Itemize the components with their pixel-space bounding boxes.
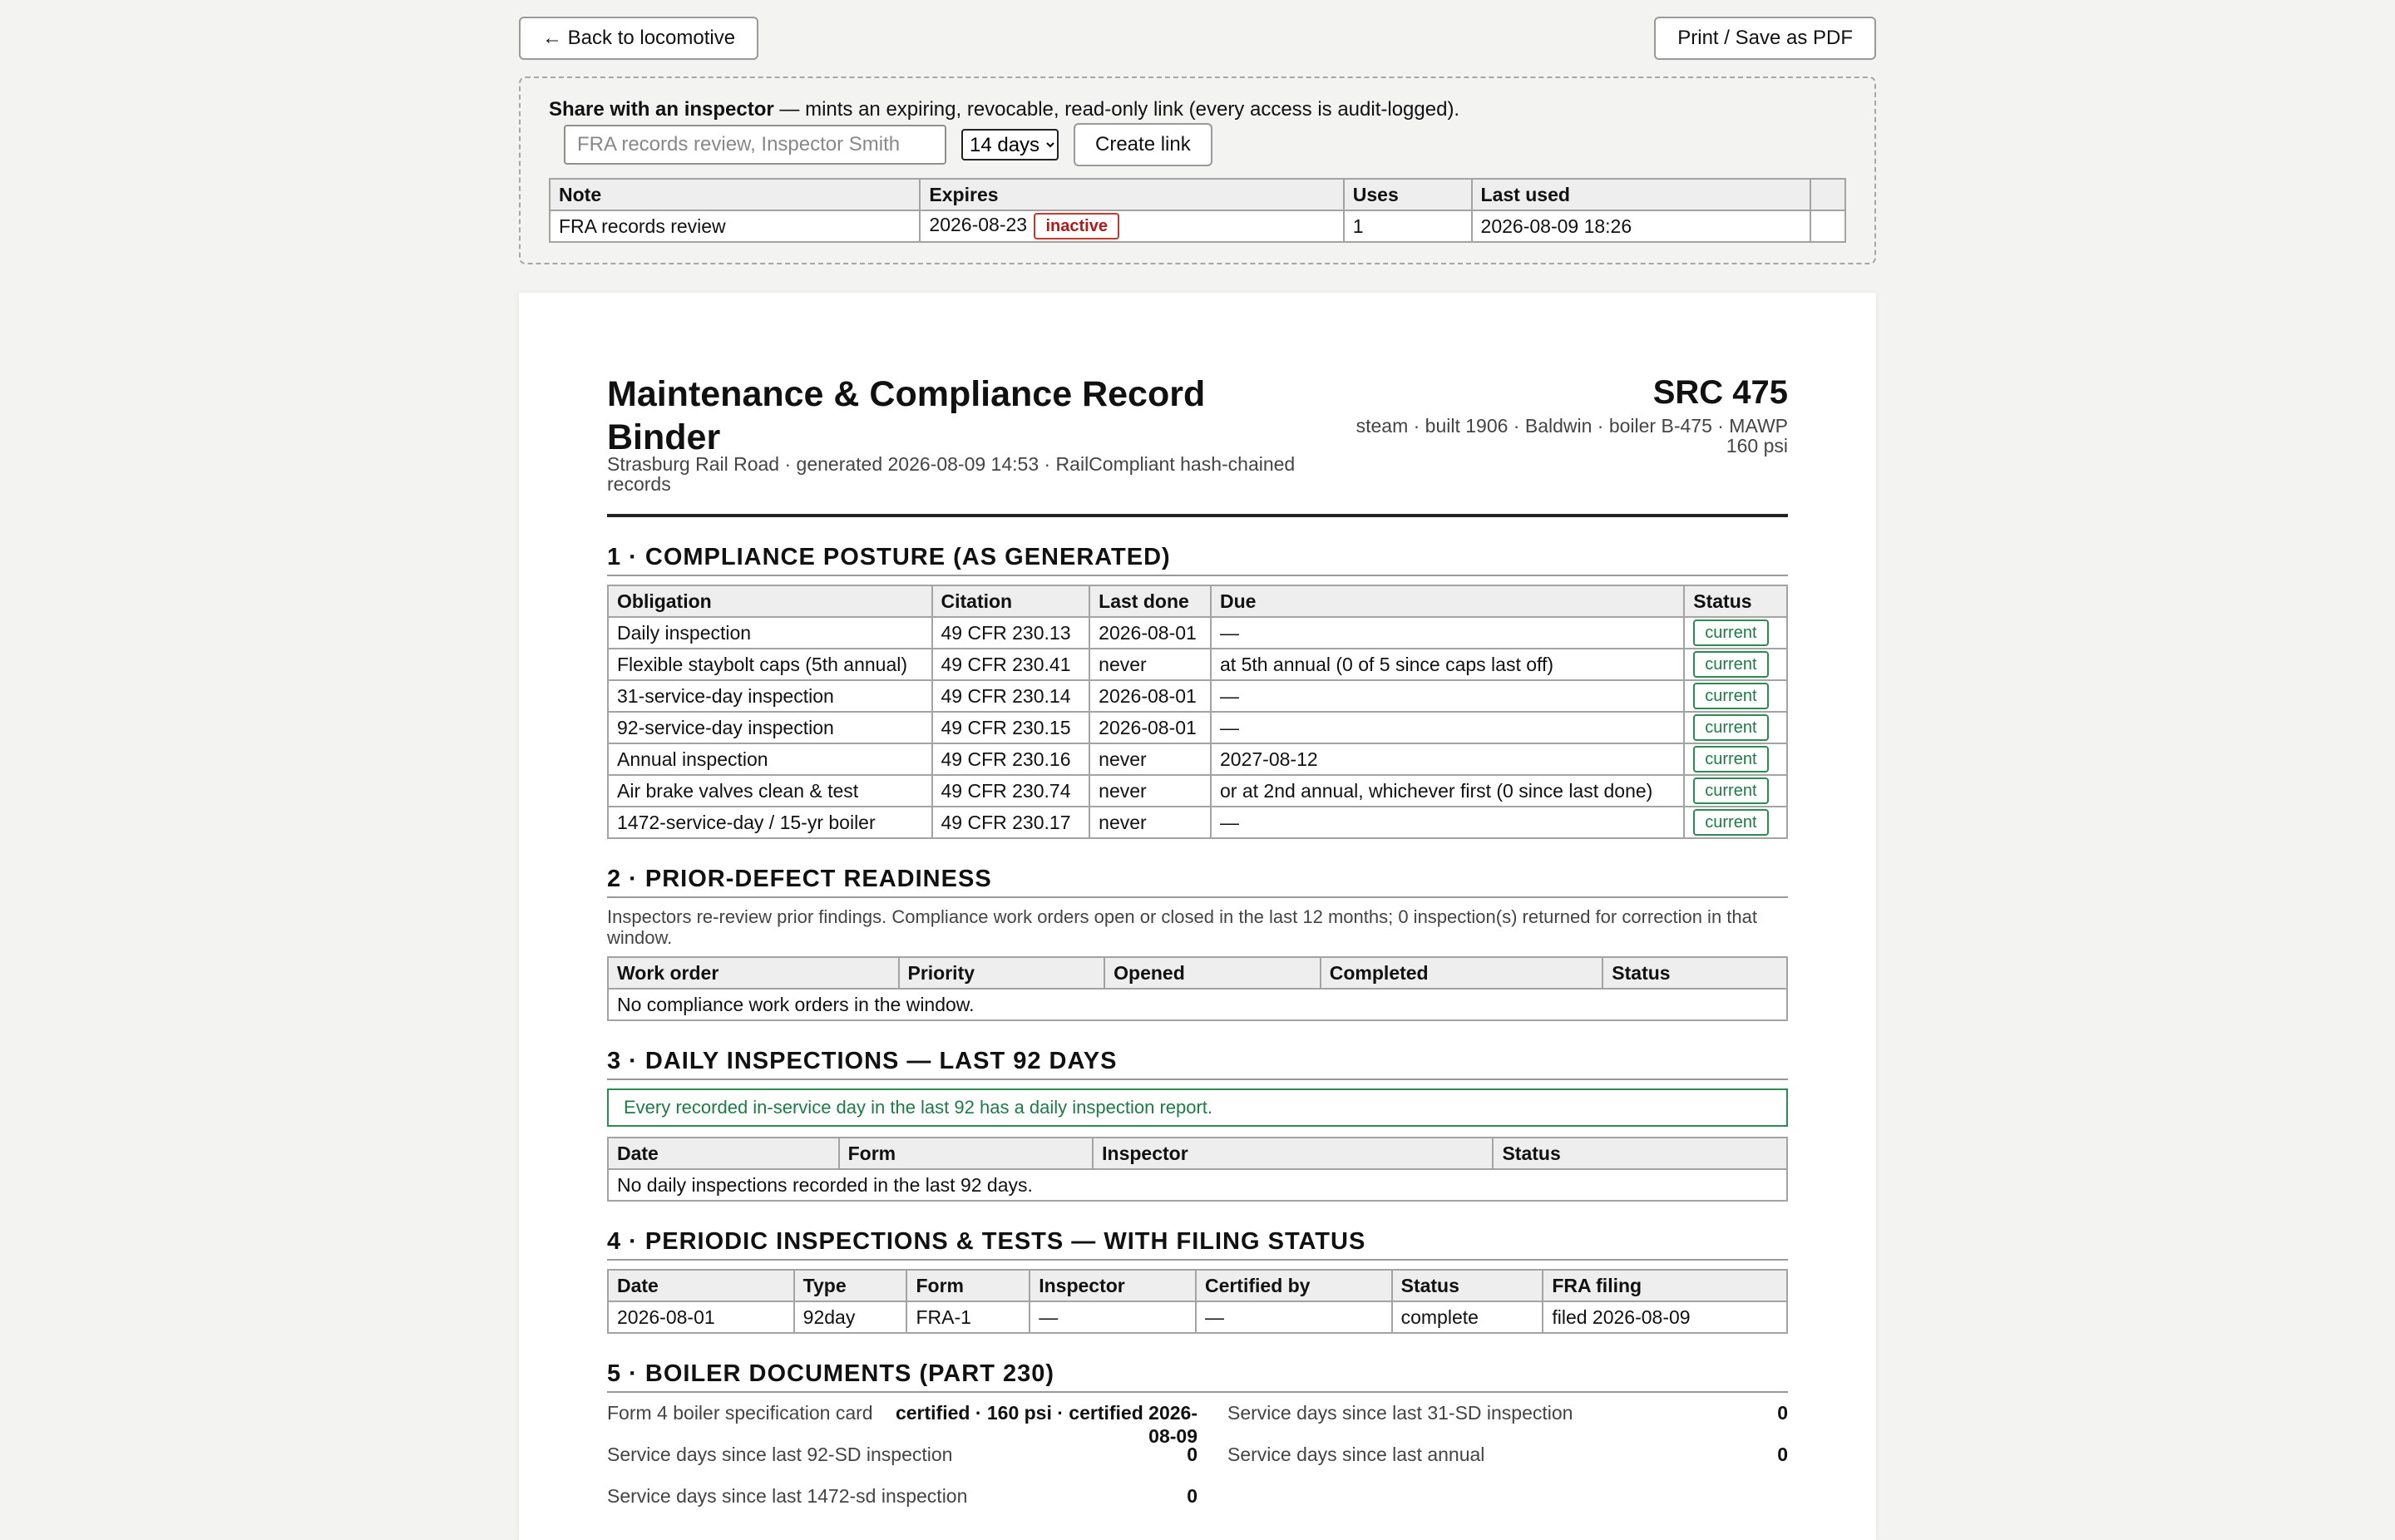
- status-badge: inactive: [1034, 213, 1118, 239]
- certified-by: —: [1196, 1301, 1392, 1333]
- compliance-table: [607, 585, 1788, 839]
- table-row: [608, 617, 1787, 649]
- col-work-order: Work order: [608, 957, 899, 989]
- status-badge: current: [1693, 619, 1768, 646]
- link-action[interactable]: [1810, 210, 1845, 242]
- daily-inspection-header: [608, 1138, 1787, 1169]
- section-title: 3 · DAILY INSPECTIONS — LAST 92 DAYS: [607, 1048, 1788, 1080]
- inspector: —: [1030, 1301, 1196, 1333]
- empty-message: No compliance work orders in the window.: [608, 989, 1787, 1020]
- col-opened: Opened: [1104, 957, 1321, 989]
- citation: 49 CFR 230.14: [932, 680, 1090, 712]
- col-inspector: Inspector: [1030, 1270, 1196, 1301]
- table-row: [608, 712, 1787, 743]
- due: at 5th annual (0 of 5 since caps last off): [1211, 649, 1684, 680]
- col-due: Due: [1211, 585, 1684, 617]
- col-last-used: Last used: [1472, 179, 1810, 210]
- obligation: Air brake valves clean & test: [608, 775, 932, 807]
- boiler-doc-list: [607, 1401, 1788, 1526]
- status: complete: [1392, 1301, 1543, 1333]
- item-label: Service days since last 31-SD inspection: [1227, 1402, 1573, 1424]
- status-cell: [1684, 743, 1787, 775]
- status-cell: [1684, 712, 1787, 743]
- daily-inspection-table: [607, 1137, 1788, 1202]
- item-value: 0: [1777, 1444, 1788, 1465]
- col-status: Status: [1493, 1138, 1787, 1169]
- obligation: Flexible staybolt caps (5th annual): [608, 649, 932, 680]
- status-badge: current: [1693, 777, 1768, 804]
- fra-filing: filed 2026-08-09: [1543, 1301, 1787, 1333]
- print-save-pdf-button[interactable]: Print / Save as PDF: [1654, 17, 1876, 60]
- status-cell: [1684, 649, 1787, 680]
- col-type: Type: [794, 1270, 907, 1301]
- item-value: 0: [1777, 1402, 1788, 1424]
- section-title: 4 · PERIODIC INSPECTIONS & TESTS — WITH FILING STATUS: [607, 1228, 1788, 1261]
- table-row: [608, 775, 1787, 807]
- status-badge: current: [1693, 683, 1768, 709]
- section-note: Inspectors re-review prior findings. Compliance work orders open or closed in the last 12 months; 0 inspection(s) returned for correction in that window.: [607, 906, 1757, 948]
- back-to-locomotive-button[interactable]: ← Back to locomotive: [519, 17, 758, 60]
- col-uses: Uses: [1344, 179, 1472, 210]
- col-completed: Completed: [1321, 957, 1603, 989]
- obligation: Annual inspection: [608, 743, 932, 775]
- citation: 49 CFR 230.13: [932, 617, 1090, 649]
- work-order-table: [607, 956, 1788, 1021]
- obligation: 31-service-day inspection: [608, 680, 932, 712]
- citation: 49 CFR 230.74: [932, 775, 1090, 807]
- page-subtitle: Strasburg Rail Road · generated 2026-08-09 14:53 · RailCompliant hash-chained records: [607, 453, 1296, 495]
- status-cell: [1684, 680, 1787, 712]
- locomotive-meta: steam · built 1906 · Baldwin · boiler B-475 · MAWP 160 psi: [1356, 415, 1788, 457]
- due: —: [1211, 712, 1684, 743]
- list-item: [1198, 1443, 1788, 1484]
- citation: 49 CFR 230.15: [932, 712, 1090, 743]
- section-periodic-inspections: [607, 1228, 1788, 1334]
- col-status: Status: [1392, 1270, 1543, 1301]
- empty-message: No daily inspections recorded in the last 92 days.: [608, 1169, 1787, 1201]
- col-status: Status: [1602, 957, 1787, 989]
- compliance-header: [608, 585, 1787, 617]
- share-duration-select[interactable]: [961, 129, 1059, 160]
- form: FRA-1: [906, 1301, 1030, 1333]
- section-compliance-posture: [607, 544, 1788, 839]
- page-title: Maintenance & Compliance Record Binder: [607, 374, 1206, 457]
- table-row: [608, 649, 1787, 680]
- item-label: Form 4 boiler specification card: [607, 1402, 873, 1424]
- col-note: Note: [550, 179, 920, 210]
- due: 2027-08-12: [1211, 743, 1684, 775]
- section-title: 1 · COMPLIANCE POSTURE (AS GENERATED): [607, 544, 1788, 576]
- status-cell: [1684, 617, 1787, 649]
- status-cell: [1684, 807, 1787, 838]
- col-date: Date: [608, 1138, 839, 1169]
- share-title: Share with an inspector: [549, 98, 774, 121]
- status-badge: current: [1693, 809, 1768, 836]
- share-description: — mints an expiring, revocable, read-only link (every access is audit-logged).: [773, 98, 1460, 121]
- item-label: Service days since last 92-SD inspection: [607, 1444, 953, 1465]
- share-form: [564, 123, 1212, 166]
- status-badge: current: [1693, 714, 1768, 741]
- list-item: [607, 1443, 1198, 1484]
- binder-document: [519, 293, 1876, 1540]
- periodic-inspection-header: [608, 1270, 1787, 1301]
- section-prior-defect: [607, 866, 1788, 1021]
- periodic-inspection-table: [607, 1269, 1788, 1334]
- col-status: Status: [1684, 585, 1787, 617]
- last-done: never: [1089, 807, 1211, 838]
- type: 92day: [794, 1301, 907, 1333]
- col-priority: Priority: [899, 957, 1105, 989]
- locomotive-id: SRC 475: [1652, 374, 1788, 411]
- due: —: [1211, 807, 1684, 838]
- page: [519, 0, 1876, 1507]
- item-value: 0: [1187, 1444, 1198, 1465]
- list-item: [1198, 1484, 1788, 1526]
- citation: 49 CFR 230.16: [932, 743, 1090, 775]
- share-links-header: [550, 179, 1845, 210]
- col-certified-by: Certified by: [1196, 1270, 1392, 1301]
- status-cell: [1684, 775, 1787, 807]
- status-badge: current: [1693, 746, 1768, 772]
- link-expires-cell: [920, 210, 1343, 242]
- citation: 49 CFR 230.17: [932, 807, 1090, 838]
- list-item: [607, 1401, 1198, 1447]
- share-panel: [519, 77, 1876, 264]
- table-row: [608, 1301, 1787, 1333]
- last-done: 2026-08-01: [1089, 617, 1211, 649]
- col-form: Form: [839, 1138, 1094, 1169]
- share-heading: [549, 98, 1459, 121]
- item-value: certified · 160 psi · certified 2026-08-09: [895, 1402, 1198, 1447]
- work-order-header: [608, 957, 1787, 989]
- item-value: 0: [1187, 1485, 1198, 1507]
- col-date: Date: [608, 1270, 794, 1301]
- col-last-done: Last done: [1089, 585, 1211, 617]
- link-uses: 1: [1344, 210, 1472, 242]
- table-row: [608, 989, 1787, 1020]
- last-done: never: [1089, 775, 1211, 807]
- col-inspector: Inspector: [1093, 1138, 1493, 1169]
- table-row: [550, 210, 1845, 242]
- section-title: 2 · PRIOR-DEFECT READINESS: [607, 866, 1788, 898]
- share-note-input[interactable]: [564, 125, 946, 165]
- item-label: Service days since last 1472-sd inspection: [607, 1485, 968, 1507]
- link-last-used: 2026-08-09 18:26: [1472, 210, 1810, 242]
- date: 2026-08-01: [608, 1301, 794, 1333]
- col-form: Form: [906, 1270, 1030, 1301]
- obligation: Daily inspection: [608, 617, 932, 649]
- link-expires: 2026-08-23: [929, 214, 1028, 236]
- col-obligation: Obligation: [608, 585, 932, 617]
- list-item: [1198, 1401, 1788, 1443]
- table-row: [608, 680, 1787, 712]
- ok-notice: Every recorded in-service day in the last 92 has a daily inspection report.: [607, 1088, 1788, 1127]
- section-boiler-documents: [607, 1360, 1788, 1526]
- col-citation: Citation: [932, 585, 1090, 617]
- share-links-table: [549, 178, 1846, 243]
- due: or at 2nd annual, whichever first (0 since last done): [1211, 775, 1684, 807]
- table-row: [608, 807, 1787, 838]
- obligation: 1472-service-day / 15-yr boiler: [608, 807, 932, 838]
- binder-header: [607, 373, 1788, 517]
- item-label: Service days since last annual: [1227, 1444, 1485, 1465]
- due: —: [1211, 617, 1684, 649]
- link-note: FRA records review: [550, 210, 920, 242]
- obligation: 92-service-day inspection: [608, 712, 932, 743]
- col-expires: Expires: [920, 179, 1343, 210]
- last-done: never: [1089, 649, 1211, 680]
- due: —: [1211, 680, 1684, 712]
- list-item: [607, 1484, 1198, 1526]
- section-daily-inspections: [607, 1048, 1788, 1202]
- top-toolbar: [519, 0, 1876, 77]
- col-actions: [1810, 179, 1845, 210]
- create-link-button[interactable]: Create link: [1074, 123, 1212, 166]
- col-fra-filing: FRA filing: [1543, 1270, 1787, 1301]
- citation: 49 CFR 230.41: [932, 649, 1090, 680]
- last-done: 2026-08-01: [1089, 712, 1211, 743]
- status-badge: current: [1693, 651, 1768, 678]
- last-done: never: [1089, 743, 1211, 775]
- table-row: [608, 1169, 1787, 1201]
- last-done: 2026-08-01: [1089, 680, 1211, 712]
- section-title: 5 · BOILER DOCUMENTS (PART 230): [607, 1360, 1788, 1393]
- table-row: [608, 743, 1787, 775]
